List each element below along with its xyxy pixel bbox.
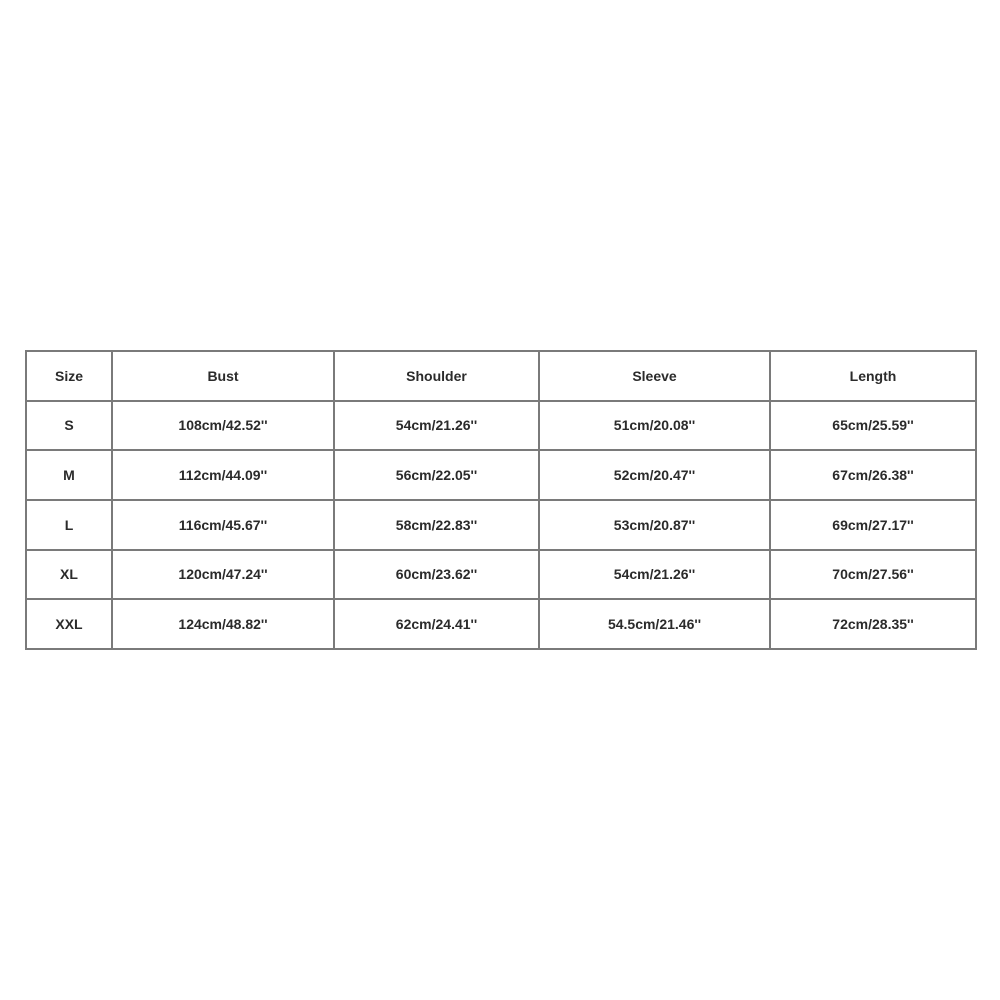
cell-size: XXL [26,599,112,649]
cell-length: 69cm/27.17'' [770,500,976,550]
table-row [26,450,976,500]
cell-length: 65cm/25.59'' [770,401,976,451]
cell-size: M [26,450,112,500]
cell-bust: 108cm/42.52'' [112,401,334,451]
cell-sleeve: 51cm/20.08'' [539,401,770,451]
table-row [26,599,976,649]
cell-shoulder: 62cm/24.41'' [334,599,539,649]
table-row [26,401,976,451]
cell-length: 72cm/28.35'' [770,599,976,649]
header-bust: Bust [112,351,334,401]
cell-size: S [26,401,112,451]
cell-sleeve: 52cm/20.47'' [539,450,770,500]
cell-shoulder: 58cm/22.83'' [334,500,539,550]
cell-bust: 120cm/47.24'' [112,550,334,600]
header-size: Size [26,351,112,401]
header-sleeve: Sleeve [539,351,770,401]
cell-sleeve: 54.5cm/21.46'' [539,599,770,649]
cell-shoulder: 54cm/21.26'' [334,401,539,451]
table-header-row [26,351,976,401]
header-length: Length [770,351,976,401]
size-chart-table [25,350,977,650]
cell-size: L [26,500,112,550]
table-row [26,500,976,550]
cell-size: XL [26,550,112,600]
cell-bust: 124cm/48.82'' [112,599,334,649]
cell-shoulder: 56cm/22.05'' [334,450,539,500]
table-row [26,550,976,600]
cell-bust: 116cm/45.67'' [112,500,334,550]
header-shoulder: Shoulder [334,351,539,401]
cell-sleeve: 54cm/21.26'' [539,550,770,600]
cell-bust: 112cm/44.09'' [112,450,334,500]
cell-length: 67cm/26.38'' [770,450,976,500]
cell-shoulder: 60cm/23.62'' [334,550,539,600]
cell-sleeve: 53cm/20.87'' [539,500,770,550]
cell-length: 70cm/27.56'' [770,550,976,600]
